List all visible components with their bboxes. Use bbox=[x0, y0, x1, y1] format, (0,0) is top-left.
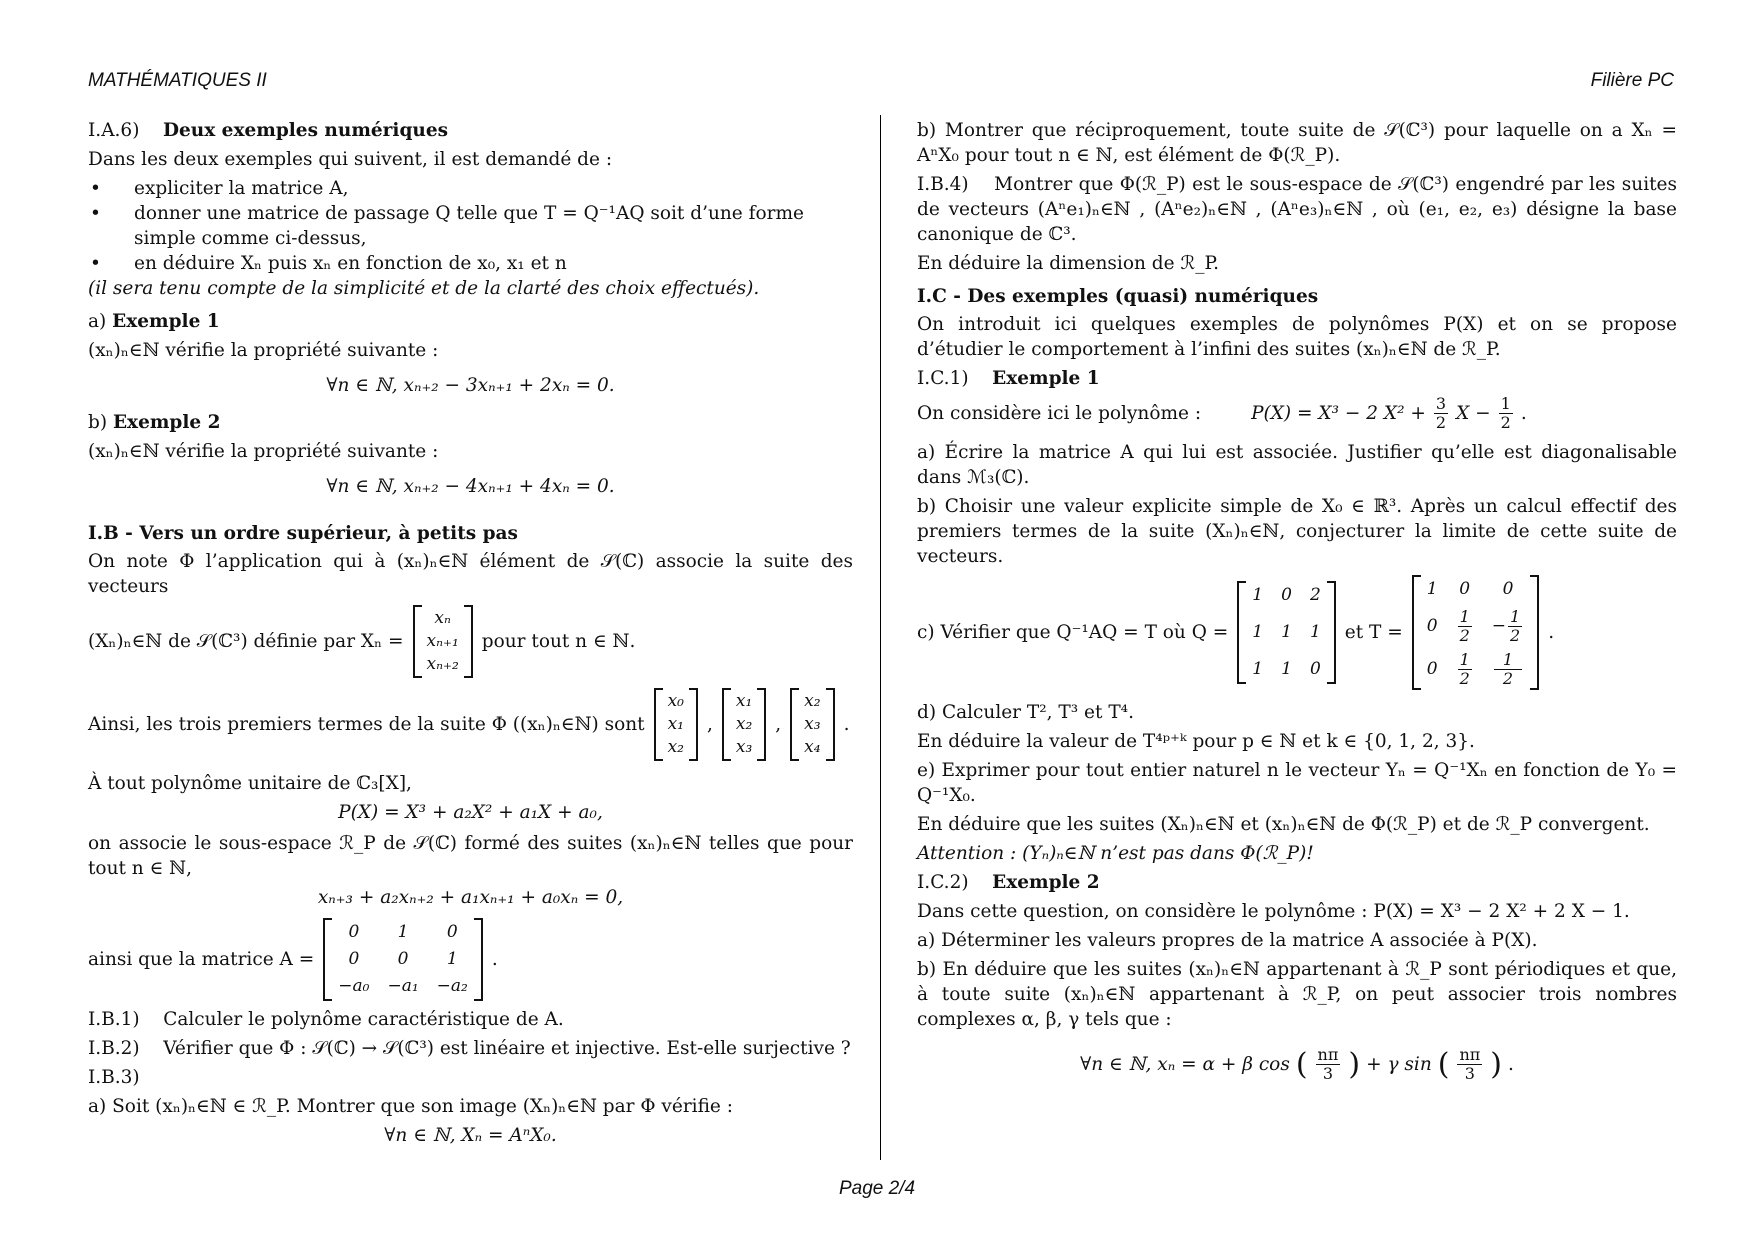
question-ic1e: e) Exprimer pour tout entier naturel n le vecteur Yₙ = Q⁻¹Xₙ en fonction de Y₀ = Q⁻¹X₀. bbox=[917, 760, 1677, 806]
ic2-heading: I.C.2) Exemple 2 bbox=[917, 872, 1100, 893]
page-number: Page 2/4 bbox=[838, 1178, 916, 1199]
question-ib3: I.B.3) bbox=[88, 1067, 140, 1088]
question-ic1c: c) Vérifier que Q⁻¹AQ = T où Q = 1 0 2 1 1 1 1 1 0 et T = 1 0 0 0 $\frac{1}{2}$ − $\frac{1}{2}$ 0 $\frac{1}{2}$ $\frac{1}{2}$ . bbox=[917, 573, 1677, 692]
example-1-equation: ∀n ∈ ℕ, xₙ₊₂ − 3xₙ₊₁ + 2xₙ = 0. bbox=[326, 375, 615, 396]
list-item: • donner une matrice de passage Q telle que T = Q⁻¹AQ soit d’une forme simple comme ci-dessus, bbox=[88, 201, 853, 251]
ic2-equation: ∀n ∈ ℕ, xₙ = α + β cos ( $\frac{n\pi}{3}$ ) + γ sin ( $\frac{n\pi}{3}$ ) . bbox=[1080, 1045, 1514, 1083]
question-ic1d: d) Calculer T², T³ et T⁴. bbox=[917, 702, 1134, 723]
question-ib4: I.B.4) Montrer que Φ(ℛ_P) est le sous-espace de 𝒮(ℂ³) engendré par les suites de vecteurs (Aⁿe₁)ₙ∈ℕ , (Aⁿe₂)ₙ∈ℕ , (Aⁿe₃)ₙ∈ℕ , où (e₁, e₂, e₃) désigne la base canonique de ℂ³. bbox=[917, 174, 1677, 245]
matrix-T: 1 0 0 0 $\frac{1}{2}$ − $\frac{1}{2}$ 0 $\frac{1}{2}$ $\frac{1}{2}$ bbox=[1412, 575, 1539, 690]
vector-term-0: x₀ x₁ x₂ bbox=[654, 688, 698, 761]
ic-intro: On introduit ici quelques exemples de polynômes P(X) et on se propose d’étudier le comportement à l’infini des suites (xₙ)ₙ∈ℕ de ℛ_P. bbox=[917, 314, 1677, 360]
example-1-heading: a) Exemple 1 bbox=[88, 311, 220, 332]
poly-intro: À tout polynôme unitaire de ℂ₃[X], bbox=[88, 773, 412, 794]
section-ic-title: I.C - Des exemples (quasi) numériques bbox=[917, 286, 1319, 307]
header-track: Filière PC bbox=[1590, 70, 1674, 91]
list-item: • expliciter la matrice A, bbox=[88, 176, 853, 201]
column-divider bbox=[880, 115, 881, 1160]
section-ia6-heading: I.A.6) Deux exemples numériques bbox=[88, 120, 449, 141]
example-1-text: (xₙ)ₙ∈ℕ vérifie la propriété suivante : bbox=[88, 340, 439, 361]
matrix-Q: 1 0 2 1 1 1 1 1 0 bbox=[1237, 581, 1335, 684]
matrix-A: 0 1 0 0 0 1 −a₀ −a₁ −a₂ bbox=[323, 918, 483, 1001]
ib4-dimension: En déduire la dimension de ℛ_P. bbox=[917, 253, 1220, 274]
question-ib2: I.B.2) Vérifier que Φ : 𝒮(ℂ) → 𝒮(ℂ³) est linéaire et injective. Est-elle surjective ? bbox=[88, 1038, 851, 1059]
fraction-3-2: $\frac{3}{2}$ bbox=[1435, 394, 1447, 432]
example-2-heading: b) Exemple 2 bbox=[88, 412, 221, 433]
matrix-A-line: ainsi que la matrice A = 0 1 0 0 0 1 −a₀ −a₁ −a₂ . bbox=[88, 916, 853, 1003]
recurrence-equation: xₙ₊₃ + a₂xₙ₊₂ + a₁xₙ₊₁ + a₀xₙ = 0, bbox=[317, 887, 624, 908]
ia6-intro: Dans les deux exemples qui suivent, il est demandé de : bbox=[88, 149, 613, 170]
question-ib3b: b) Montrer que réciproquement, toute suite de 𝒮(ℂ³) pour laquelle on a Xₙ = AⁿX₀ pour tout n ∈ ℕ, est élément de Φ(ℛ_P). bbox=[917, 120, 1677, 166]
ic1d-deduce: En déduire la valeur de T⁴ᵖ⁺ᵏ pour p ∈ ℕ et k ∈ {0, 1, 2, 3}. bbox=[917, 731, 1475, 752]
header-subject: MATHÉMATIQUES II bbox=[88, 70, 267, 91]
vector-term-1: x₁ x₂ x₃ bbox=[722, 688, 766, 761]
question-ic1b: b) Choisir une valeur explicite simple de X₀ ∈ ℝ³. Après un calcul effectif des premiers termes de la suite (Xₙ)ₙ∈ℕ, conjecturer la limite de cette suite de vecteurs. bbox=[917, 496, 1677, 567]
right-column bbox=[917, 118, 1677, 1083]
vector-term-2: x₂ x₃ x₄ bbox=[790, 688, 834, 761]
ib-intro: On note Φ l’application qui à (xₙ)ₙ∈ℕ élément de 𝒮(ℂ) associe la suite des vecteurs bbox=[88, 551, 853, 597]
question-ic2b: b) En déduire que les suites (xₙ)ₙ∈ℕ appartenant à ℛ_P sont périodiques et que, à toute suite (xₙ)ₙ∈ℕ appartenant à ℛ_P, on peut associer trois nombres complexes α, β, γ tels que : bbox=[917, 959, 1677, 1030]
ib-first-terms: Ainsi, les trois premiers termes de la suite Φ ((xₙ)ₙ∈ℕ) sont x₀ x₁ x₂ , x₁ x₂ x₃ , x₂ x₃ x₄ . bbox=[88, 686, 853, 763]
ic1e-deduce: En déduire que les suites (Xₙ)ₙ∈ℕ et (xₙ)ₙ∈ℕ de Φ(ℛ_P) et de ℛ_P convergent. bbox=[917, 814, 1650, 835]
question-ib1: I.B.1) Calculer le polynôme caractéristique de A. bbox=[88, 1009, 564, 1030]
list-item: • en déduire Xₙ puis xₙ en fonction de x₀, x₁ et n bbox=[88, 251, 853, 276]
ic1-polynomial: On considère ici le polynôme : P(X) = X³ − 2 X² + $\frac{3}{2}$ X − $\frac{1}{2}$ . bbox=[917, 394, 1527, 432]
question-ic2a: a) Déterminer les valeurs propres de la matrice A associée à P(X). bbox=[917, 930, 1538, 951]
ic1-heading: I.C.1) Exemple 1 bbox=[917, 368, 1100, 389]
assoc-text: on associe le sous-espace ℛ_P de 𝒮(ℂ) formé des suites (xₙ)ₙ∈ℕ telles que pour tout n ∈ ℕ, bbox=[88, 833, 853, 879]
ia6-bullet-list bbox=[88, 176, 853, 276]
ib-definition: (Xₙ)ₙ∈ℕ de 𝒮(ℂ³) définie par Xₙ = xₙ xₙ₊₁ xₙ₊₂ pour tout n ∈ ℕ. bbox=[88, 603, 853, 680]
fraction-1-2: $\frac{1}{2}$ bbox=[1500, 394, 1511, 432]
question-ib3a: a) Soit (xₙ)ₙ∈ℕ ∈ ℛ_P. Montrer que son image (Xₙ)ₙ∈ℕ par Φ vérifie : bbox=[88, 1096, 733, 1117]
ib3a-equation: ∀n ∈ ℕ, Xₙ = AⁿX₀. bbox=[384, 1125, 557, 1146]
example-2-equation: ∀n ∈ ℕ, xₙ₊₂ − 4xₙ₊₁ + 4xₙ = 0. bbox=[326, 476, 615, 497]
question-ic1a: a) Écrire la matrice A qui lui est associée. Justifier qu’elle est diagonalisable dans ℳ₃(ℂ). bbox=[917, 442, 1677, 488]
vector-Xn: xₙ xₙ₊₁ xₙ₊₂ bbox=[413, 605, 473, 678]
ia6-note: (il sera tenu compte de la simplicité et de la clarté des choix effectués). bbox=[88, 278, 760, 299]
poly-equation: P(X) = X³ + a₂X² + a₁X + a₀, bbox=[338, 802, 603, 823]
example-2-text: (xₙ)ₙ∈ℕ vérifie la propriété suivante : bbox=[88, 441, 439, 462]
left-column bbox=[88, 118, 853, 1154]
ic1-attention: Attention : (Yₙ)ₙ∈ℕ n’est pas dans Φ(ℛ_P)! bbox=[917, 843, 1314, 864]
section-ib-title: I.B - Vers un ordre supérieur, à petits pas bbox=[88, 523, 518, 544]
ic2-polynomial: Dans cette question, on considère le polynôme : P(X) = X³ − 2 X² + 2 X − 1. bbox=[917, 901, 1630, 922]
